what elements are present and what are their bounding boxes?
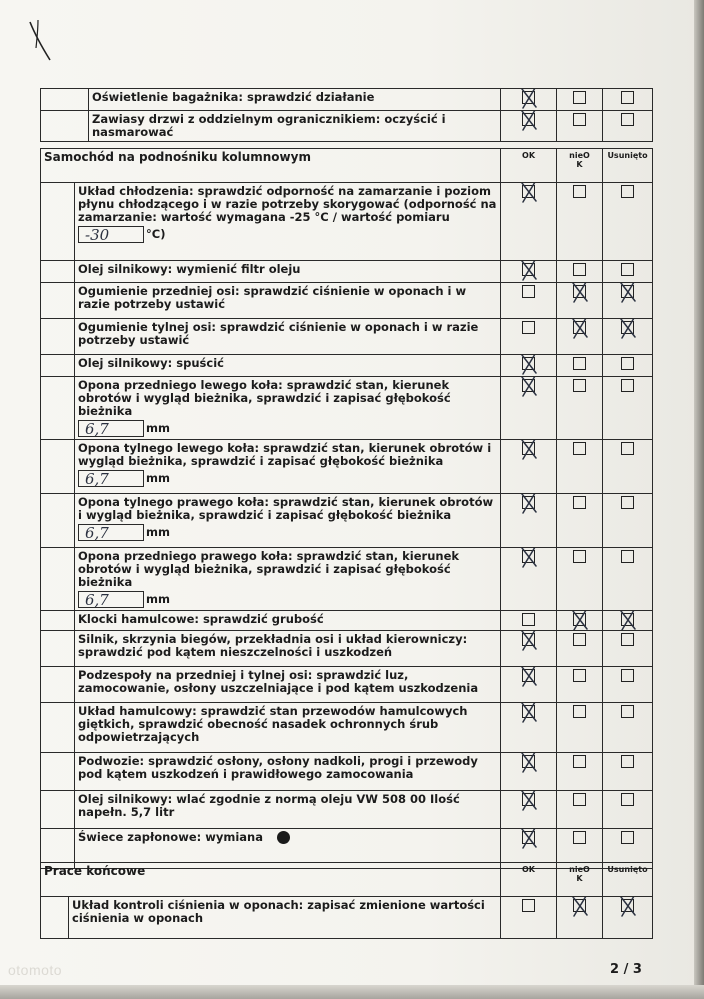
row-margin-cell xyxy=(41,261,75,283)
checklist-row xyxy=(41,703,653,753)
checkbox-removed-cell xyxy=(603,631,653,667)
checkbox-removed[interactable] xyxy=(621,321,634,334)
checkbox-not-ok[interactable] xyxy=(573,613,586,626)
checkbox-ok-cell xyxy=(501,283,557,319)
row-margin-cell xyxy=(41,631,75,667)
checkbox-not-ok[interactable] xyxy=(573,185,586,198)
row-description: Świece zapłonowe: wymiana xyxy=(78,830,263,844)
checkbox-not-ok[interactable] xyxy=(573,496,586,509)
checkbox-removed-cell xyxy=(603,667,653,703)
checklist-row xyxy=(41,548,653,611)
measurement-field[interactable]: 6,7 xyxy=(78,524,144,541)
row-margin-cell xyxy=(41,377,75,440)
row-description-cell xyxy=(75,355,501,377)
row-description-cell xyxy=(75,791,501,829)
checkbox-removed-cell xyxy=(603,89,653,111)
checklist-row xyxy=(41,183,653,261)
measurement-field[interactable]: 6,7 xyxy=(78,420,144,437)
checkbox-removed[interactable] xyxy=(621,669,634,682)
checkbox-ok-cell xyxy=(501,261,557,283)
checkbox-not-ok[interactable] xyxy=(573,321,586,334)
checkbox-ok-cell xyxy=(501,440,557,494)
measurement-unit: mm xyxy=(146,525,170,539)
checkbox-removed[interactable] xyxy=(621,263,634,276)
checkbox-ok[interactable] xyxy=(522,899,535,912)
page-edge-shadow xyxy=(694,0,704,999)
row-description-cell xyxy=(75,319,501,355)
row-description: Olej silnikowy: spuścić xyxy=(78,356,224,370)
row-description: Silnik, skrzynia biegów, przekładnia osi i układ kierowniczy: sprawdzić pod kątem nieszczelności i uszkodzeń xyxy=(78,632,468,659)
checklist-row xyxy=(41,89,653,111)
checkbox-not-ok-cell xyxy=(557,183,603,261)
checkbox-not-ok-cell xyxy=(557,897,603,939)
checkbox-ok[interactable] xyxy=(522,831,535,844)
checkbox-removed[interactable] xyxy=(621,185,634,198)
checkbox-removed[interactable] xyxy=(621,755,634,768)
checkbox-ok[interactable] xyxy=(522,357,535,370)
checkbox-not-ok-cell xyxy=(557,261,603,283)
checkbox-ok-cell xyxy=(501,355,557,377)
row-description: Klocki hamulcowe: sprawdzić grubość xyxy=(78,612,324,626)
row-description: Opona tylnego lewego koła: sprawdzić stan, kierunek obrotów i wygląd bieżnika, sprawdzić i zapisać głębokość bieżnika xyxy=(78,441,492,468)
col-removed-header: Usunięto xyxy=(603,863,653,897)
checkbox-ok-cell xyxy=(501,791,557,829)
checklist-row xyxy=(41,355,653,377)
checkbox-removed-cell xyxy=(603,703,653,753)
checkbox-removed-cell xyxy=(603,791,653,829)
checkbox-not-ok[interactable] xyxy=(573,793,586,806)
checkbox-not-ok-cell xyxy=(557,667,603,703)
checkbox-ok[interactable] xyxy=(522,321,535,334)
row-margin-cell xyxy=(41,440,75,494)
col-nok-header: nieO K xyxy=(557,149,603,183)
checkbox-not-ok[interactable] xyxy=(573,633,586,646)
row-margin-cell xyxy=(41,494,75,548)
checkbox-removed[interactable] xyxy=(621,633,634,646)
checkbox-not-ok[interactable] xyxy=(573,705,586,718)
col-ok-header: OK xyxy=(501,149,557,183)
row-margin-cell xyxy=(41,89,89,111)
row-description: Układ hamulcowy: sprawdzić stan przewodów hamulcowych giętkich, sprawdzić obecność nasadek ochronnych śrub odpowietrzających xyxy=(78,704,468,744)
checkbox-not-ok-cell xyxy=(557,440,603,494)
checklist-row xyxy=(41,753,653,791)
checkbox-removed[interactable] xyxy=(621,705,634,718)
row-description-cell xyxy=(75,440,501,494)
col-ok-header: OK xyxy=(501,863,557,897)
checkbox-removed-cell xyxy=(603,611,653,631)
row-description: Olej silnikowy: wlać zgodnie z normą oleju VW 508 00 Ilość napełn. 5,7 litr xyxy=(78,792,460,819)
row-margin-cell xyxy=(41,703,75,753)
lift-checklist-table xyxy=(40,148,653,869)
checkbox-ok[interactable] xyxy=(522,91,535,104)
checklist-row xyxy=(41,283,653,319)
checkbox-not-ok[interactable] xyxy=(573,550,586,563)
checkbox-ok-cell xyxy=(501,667,557,703)
checkbox-not-ok-cell xyxy=(557,791,603,829)
row-margin-cell xyxy=(41,791,75,829)
checkbox-not-ok-cell xyxy=(557,283,603,319)
row-description-cell xyxy=(89,89,501,111)
checkbox-not-ok[interactable] xyxy=(573,285,586,298)
checklist-row xyxy=(41,377,653,440)
checkbox-ok[interactable] xyxy=(522,496,535,509)
row-description-cell xyxy=(89,111,501,142)
checkbox-not-ok[interactable] xyxy=(573,113,586,126)
row-description-cell xyxy=(75,494,501,548)
row-description-cell xyxy=(75,753,501,791)
checkbox-removed-cell xyxy=(603,283,653,319)
checkbox-removed[interactable] xyxy=(621,496,634,509)
watermark: otomoto xyxy=(8,962,63,978)
checklist-row xyxy=(41,897,653,939)
checkbox-not-ok-cell xyxy=(557,753,603,791)
checkbox-ok[interactable] xyxy=(522,755,535,768)
row-description-cell xyxy=(69,897,501,939)
checkbox-removed[interactable] xyxy=(621,550,634,563)
checkbox-removed[interactable] xyxy=(621,357,634,370)
measurement-unit: °C) xyxy=(146,227,166,241)
checkbox-not-ok[interactable] xyxy=(573,899,586,912)
col-removed-header: Usunięto xyxy=(603,149,653,183)
checkbox-removed-cell xyxy=(603,319,653,355)
section-title: Prace końcowe xyxy=(41,863,501,897)
row-description: Układ kontroli ciśnienia w oponach: zapisać zmienione wartości ciśnienia w oponach xyxy=(72,898,485,925)
row-margin-cell xyxy=(41,611,75,631)
measurement-unit: mm xyxy=(146,592,170,606)
checkbox-not-ok-cell xyxy=(557,631,603,667)
checkbox-not-ok[interactable] xyxy=(573,379,586,392)
row-margin-cell xyxy=(41,111,89,142)
checkbox-not-ok[interactable] xyxy=(573,91,586,104)
checkbox-removed[interactable] xyxy=(621,285,634,298)
checkbox-ok-cell xyxy=(501,111,557,142)
checkbox-ok-cell xyxy=(501,494,557,548)
checkbox-removed-cell xyxy=(603,111,653,142)
checkbox-removed[interactable] xyxy=(621,113,634,126)
checkbox-ok-cell xyxy=(501,89,557,111)
row-description: Ogumienie tylnej osi: sprawdzić ciśnienie w oponach i w razie potrzeby ustawić xyxy=(78,320,479,347)
checkbox-not-ok[interactable] xyxy=(573,442,586,455)
row-margin-cell xyxy=(41,355,75,377)
col-nok-header: nieO K xyxy=(557,863,603,897)
row-description: Podwozie: sprawdzić osłony, osłony nadkoli, progi i przewody pod kątem uszkodzeń i prawidłowego zamocowania xyxy=(78,754,478,781)
checkbox-ok[interactable] xyxy=(522,285,535,298)
row-description-cell xyxy=(75,548,501,611)
row-description-cell xyxy=(75,377,501,440)
checkbox-not-ok[interactable] xyxy=(573,669,586,682)
row-margin-cell xyxy=(41,897,69,939)
checkbox-ok[interactable] xyxy=(522,442,535,455)
row-description: Układ chłodzenia: sprawdzić odporność na zamarzanie i poziom płynu chłodzącego i w razie potrzeby skorygować (odporność na zamarzanie: wartość wymagana -25 °C / wartość pomiaru xyxy=(78,184,497,224)
page-bottom-shadow xyxy=(0,985,704,999)
checkbox-removed[interactable] xyxy=(621,442,634,455)
row-margin-cell xyxy=(41,753,75,791)
checkbox-removed-cell xyxy=(603,897,653,939)
row-margin-cell xyxy=(41,548,75,611)
checkbox-ok[interactable] xyxy=(522,263,535,276)
checklist-row xyxy=(41,667,653,703)
checkbox-ok-cell xyxy=(501,319,557,355)
row-description: Opona przedniego prawego koła: sprawdzić stan, kierunek obrotów i wygląd bieżnika, sprawdzić i zapisać głębokość bieżnika xyxy=(78,549,460,589)
checkbox-removed-cell xyxy=(603,548,653,611)
row-margin-cell xyxy=(41,319,75,355)
row-description-cell xyxy=(75,611,501,631)
checklist-row xyxy=(41,440,653,494)
checkbox-not-ok-cell xyxy=(557,319,603,355)
row-description: Opona przedniego lewego koła: sprawdzić stan, kierunek obrotów i wygląd bieżnika, sprawdzić i zapisać głębokość bieżnika xyxy=(78,378,451,418)
row-description: Opona tylnego prawego koła: sprawdzić stan, kierunek obrotów i wygląd bieżnika, sprawdzić i zapisać głębokość bieżnika xyxy=(78,495,494,522)
checkbox-ok[interactable] xyxy=(522,613,535,626)
row-description-cell xyxy=(75,667,501,703)
measurement-field[interactable]: 6,7 xyxy=(78,591,144,608)
row-description: Ogumienie przedniej osi: sprawdzić ciśnienie w oponach i w razie potrzeby ustawić xyxy=(78,284,467,311)
row-description-cell xyxy=(75,283,501,319)
row-margin-cell xyxy=(41,183,75,261)
checkbox-not-ok-cell xyxy=(557,611,603,631)
checkbox-ok-cell xyxy=(501,377,557,440)
checkbox-removed-cell xyxy=(603,183,653,261)
checklist-row xyxy=(41,791,653,829)
checklist-row xyxy=(41,611,653,631)
row-margin-cell xyxy=(41,667,75,703)
top-checklist-table xyxy=(40,88,653,142)
checkbox-ok-cell xyxy=(501,631,557,667)
checkbox-ok-cell xyxy=(501,183,557,261)
ink-dot-icon xyxy=(277,831,290,844)
final-work-table xyxy=(40,862,653,939)
checkbox-ok-cell xyxy=(501,703,557,753)
checkbox-removed-cell xyxy=(603,261,653,283)
checkbox-ok-cell xyxy=(501,611,557,631)
pen-mark-icon xyxy=(24,18,64,68)
checkbox-ok-cell xyxy=(501,548,557,611)
checkbox-ok[interactable] xyxy=(522,793,535,806)
checkbox-not-ok-cell xyxy=(557,355,603,377)
checkbox-not-ok[interactable] xyxy=(573,831,586,844)
page-number: 2 / 3 xyxy=(610,962,642,977)
checkbox-not-ok-cell xyxy=(557,111,603,142)
checkbox-ok[interactable] xyxy=(522,550,535,563)
measurement-unit: mm xyxy=(146,471,170,485)
checkbox-not-ok-cell xyxy=(557,377,603,440)
checkbox-not-ok-cell xyxy=(557,494,603,548)
checkbox-ok-cell xyxy=(501,753,557,791)
checkbox-ok[interactable] xyxy=(522,379,535,392)
checkbox-removed-cell xyxy=(603,494,653,548)
row-margin-cell xyxy=(41,283,75,319)
row-description-cell xyxy=(75,703,501,753)
measurement-field[interactable]: -30 xyxy=(78,226,144,243)
checkbox-not-ok-cell xyxy=(557,548,603,611)
checkbox-removed[interactable] xyxy=(621,379,634,392)
checkbox-removed-cell xyxy=(603,753,653,791)
checkbox-ok[interactable] xyxy=(522,633,535,646)
checkbox-ok[interactable] xyxy=(522,185,535,198)
checkbox-removed[interactable] xyxy=(621,613,634,626)
row-description: Olej silnikowy: wymienić filtr oleju xyxy=(78,262,301,276)
checkbox-removed[interactable] xyxy=(621,793,634,806)
measurement-field[interactable]: 6,7 xyxy=(78,470,144,487)
checkbox-not-ok-cell xyxy=(557,703,603,753)
measurement-unit: mm xyxy=(146,421,170,435)
row-description: Oświetlenie bagażnika: sprawdzić działanie xyxy=(92,90,375,104)
row-description-cell xyxy=(75,183,501,261)
checkbox-ok-cell xyxy=(501,897,557,939)
checklist-row xyxy=(41,111,653,142)
checkbox-not-ok[interactable] xyxy=(573,755,586,768)
checkbox-not-ok-cell xyxy=(557,89,603,111)
checkbox-removed-cell xyxy=(603,440,653,494)
checklist-row xyxy=(41,319,653,355)
checkbox-removed-cell xyxy=(603,355,653,377)
row-description: Podzespoły na przedniej i tylnej osi: sprawdzić luz, zamocowanie, osłony uszczelniające i pod kątem uszkodzenia xyxy=(78,668,479,695)
checkbox-ok[interactable] xyxy=(522,669,535,682)
checkbox-removed[interactable] xyxy=(621,831,634,844)
checkbox-not-ok[interactable] xyxy=(573,357,586,370)
checkbox-not-ok[interactable] xyxy=(573,263,586,276)
checkbox-ok[interactable] xyxy=(522,113,535,126)
row-description-cell xyxy=(75,631,501,667)
row-description-cell xyxy=(75,261,501,283)
checkbox-ok[interactable] xyxy=(522,705,535,718)
checklist-row xyxy=(41,261,653,283)
checkbox-removed-cell xyxy=(603,377,653,440)
row-description: Zawiasy drzwi z oddzielnym ogranicznikiem: oczyścić i nasmarować xyxy=(92,112,446,139)
checkbox-removed[interactable] xyxy=(621,91,634,104)
checklist-row xyxy=(41,631,653,667)
section-title: Samochód na podnośniku kolumnowym xyxy=(41,149,501,183)
checklist-row xyxy=(41,494,653,548)
checkbox-removed[interactable] xyxy=(621,899,634,912)
